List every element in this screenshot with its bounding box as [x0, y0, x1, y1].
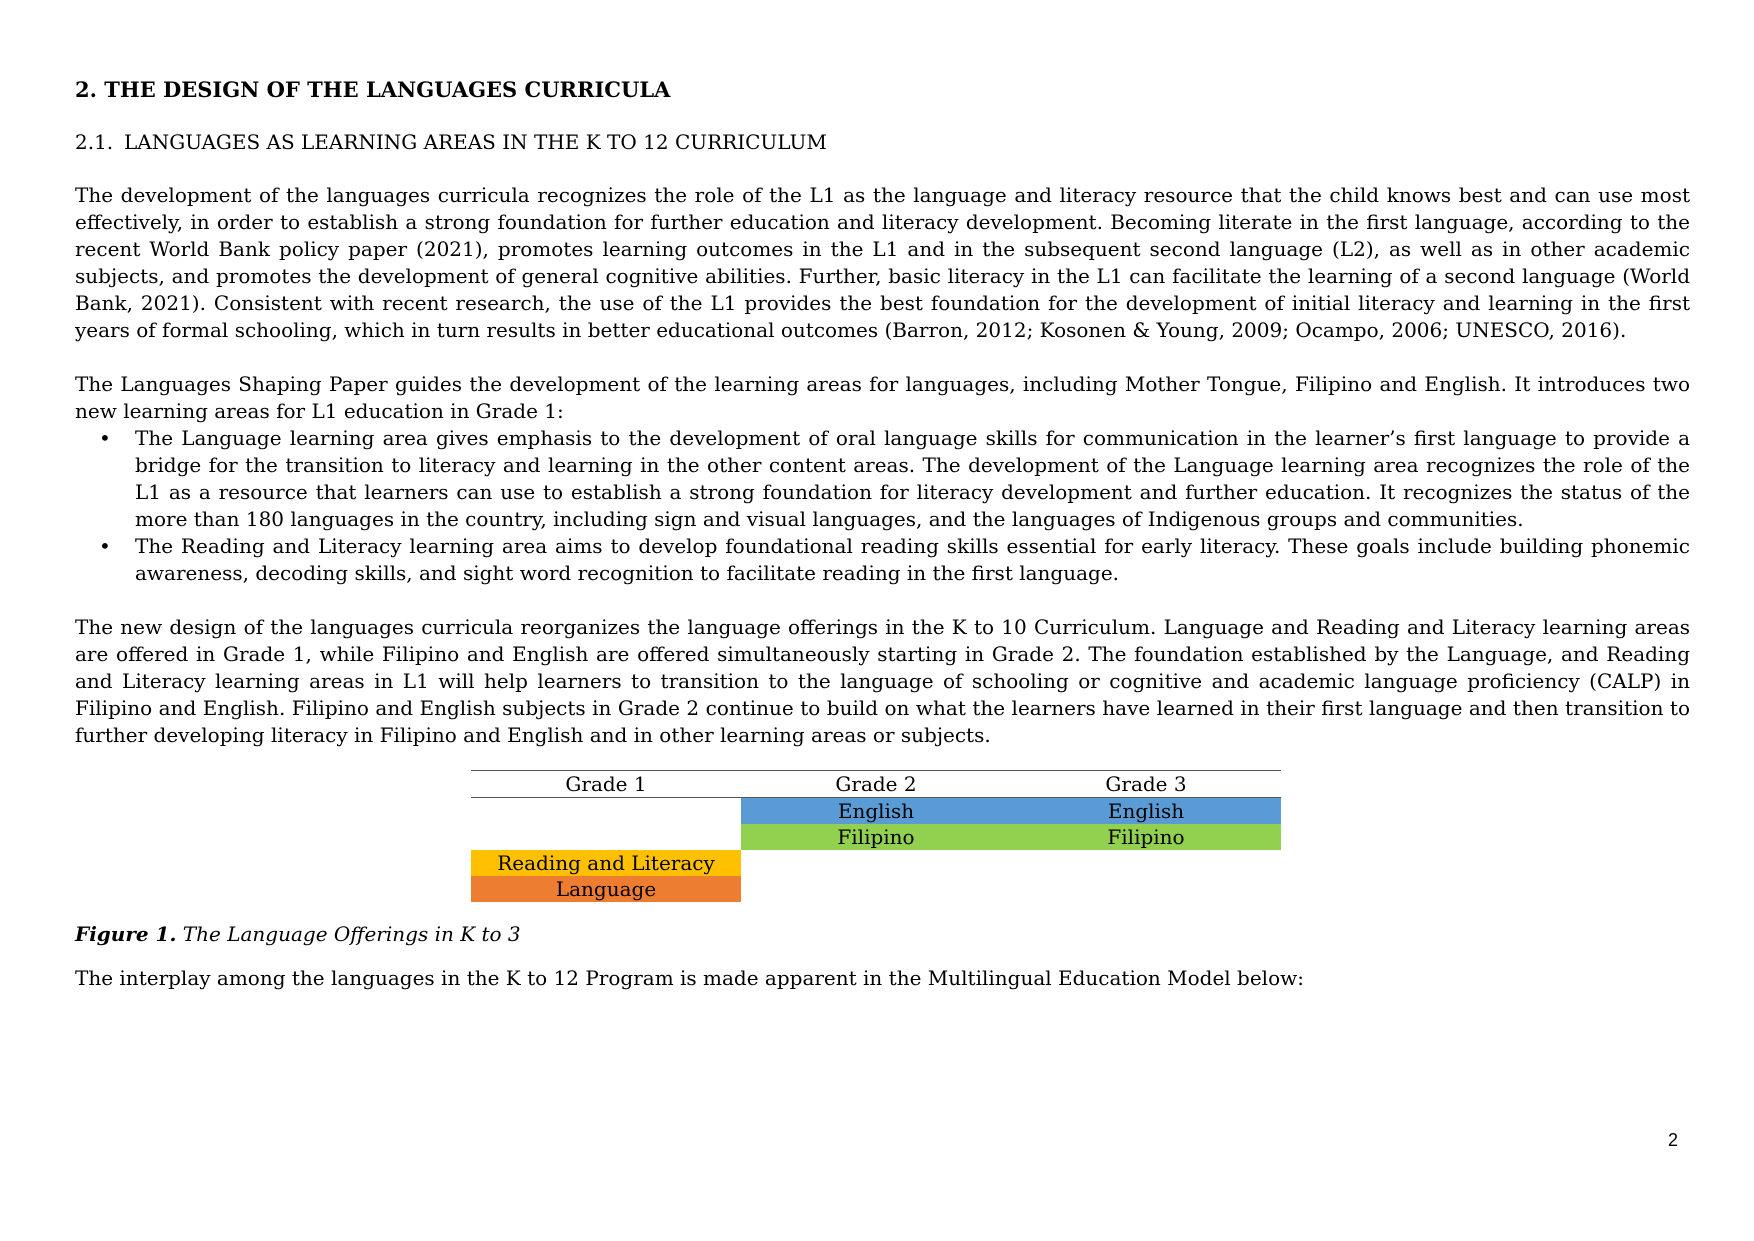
language-offerings-table	[471, 770, 1281, 902]
table-row-filipino	[471, 824, 1281, 850]
cell-english-grade-2: English	[741, 798, 1011, 825]
cell-filipino-grade-3: Filipino	[1011, 824, 1281, 850]
empty-cell	[471, 798, 741, 825]
paragraph-2: The Languages Shaping Paper guides the development of the learning areas for languages, including Mother Tongue, Filipino and English. It introduces two new learning areas for L1 education in Grade 1:	[75, 372, 1690, 423]
paragraph-4: The interplay among the languages in the K to 12 Program is made apparent in the Multilingual Education Model below:	[75, 966, 1304, 990]
paragraph-3: The new design of the languages curricula reorganizes the language offerings in the K to 10 Curriculum. Language and Reading and Literacy learning areas are offered in Grade 1, while Filipino and English are offered simultaneously starting in Grade 2. The foundation established by the Language, and Reading and Literacy learning areas in L1 will help learners to transition to the language of schooling or cognitive and academic language proficiency (CALP) in Filipino and English. Filipino and English subjects in Grade 2 continue to build on what the learners have learned in their first language and then transition to further developing literacy in Filipino and English and in other learning areas or subjects.	[75, 615, 1690, 747]
bullet-marker: •	[99, 426, 111, 450]
list-item	[75, 425, 1690, 533]
cell-english-grade-3: English	[1011, 798, 1281, 825]
figure-caption-label: Figure 1.	[75, 922, 177, 946]
bullet-marker: •	[99, 534, 111, 558]
header-grade-1: Grade 1	[471, 771, 741, 798]
empty-cell	[741, 876, 1011, 902]
header-grade-3: Grade 3	[1011, 771, 1281, 798]
cell-filipino-grade-2: Filipino	[741, 824, 1011, 850]
empty-cell	[471, 824, 741, 850]
section-heading: 2. THE DESIGN OF THE LANGUAGES CURRICULA	[75, 77, 671, 102]
subsection-title: LANGUAGES AS LEARNING AREAS IN THE K TO 12 CURRICULUM	[124, 130, 827, 154]
list-item-text: The Language learning area gives emphasis to the development of oral language skills for communication in the learner’s first language to provide a bridge for the transition to literacy and learning in the other content areas. The development of the Language learning area recognizes the role of the L1 as a resource that learners can use to establish a strong foundation for literacy development and further education. It recognizes the status of the more than 180 languages in the country, including sign and visual languages, and the languages of Indigenous groups and communities.	[135, 426, 1690, 531]
figure-caption	[75, 921, 521, 948]
figure-caption-text: The Language Offerings in K to 3	[182, 922, 521, 946]
empty-cell	[1011, 876, 1281, 902]
paragraph-1: The development of the languages curricula recognizes the role of the L1 as the language and literacy resource that the child knows best and can use most effectively, in order to establish a strong foundation for further education and literacy development. Becoming literate in the first language, according to the recent World Bank policy paper (2021), promotes learning outcomes in the L1 and in the subsequent second language (L2), as well as in other academic subjects, and promotes the development of general cognitive abilities. Further, basic literacy in the L1 can facilitate the learning of a second language (World Bank, 2021). Consistent with recent research, the use of the L1 provides the best foundation for the development of initial literacy and learning in the first years of formal schooling, which in turn results in better educational outcomes (Barron, 2012; Kosonen & Young, 2009; Ocampo, 2006; UNESCO, 2016).	[75, 183, 1690, 342]
cell-language-grade-1: Language	[471, 876, 741, 902]
subsection-heading	[75, 129, 1690, 156]
cell-reading-literacy-grade-1: Reading and Literacy	[471, 850, 741, 876]
empty-cell	[1011, 850, 1281, 876]
list-item	[75, 533, 1690, 587]
figure-1	[75, 770, 1690, 965]
empty-cell	[741, 850, 1011, 876]
table-row-reading-literacy	[471, 850, 1281, 876]
table-header-row	[471, 771, 1281, 798]
subsection-number: 2.1.	[75, 130, 114, 154]
table-row-language	[471, 876, 1281, 902]
page-content	[75, 76, 1690, 992]
page-number: 2	[1668, 1130, 1679, 1150]
table-row-english	[471, 798, 1281, 825]
list-item-text: The Reading and Literacy learning area aims to develop foundational reading skills essential for early literacy. These goals include building phonemic awareness, decoding skills, and sight word recognition to facilitate reading in the first language.	[135, 534, 1690, 585]
bullet-list	[75, 425, 1690, 587]
header-grade-2: Grade 2	[741, 771, 1011, 798]
